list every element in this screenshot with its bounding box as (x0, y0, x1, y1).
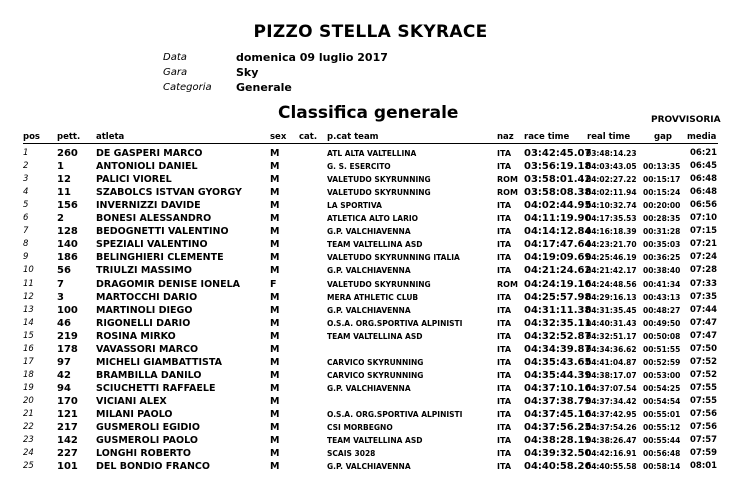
pace-cell: 07:35 (690, 291, 718, 302)
sex-cell: M (270, 226, 280, 238)
position-cell: 11 (23, 278, 34, 289)
team-cell: VALETUDO SKYRUNNING (327, 175, 431, 185)
race-time-cell: 04:34:39.87 (524, 343, 592, 355)
bib-cell: 227 (57, 448, 78, 460)
pace-cell: 07:47 (690, 330, 718, 341)
real-time-cell: 04:23:21.70 (586, 240, 637, 250)
race-time-cell: 04:25:57.98 (524, 291, 592, 303)
position-cell: 13 (23, 304, 34, 315)
bib-cell: 101 (57, 461, 78, 473)
team-cell: ATL ALTA VALTELLINA (327, 149, 417, 158)
real-time-cell: 04:41:04.87 (586, 357, 637, 367)
real-time-cell: 04:25:46.19 (586, 253, 637, 263)
nation-cell: ITA (497, 436, 512, 446)
team-cell: G.P. VALCHIAVENNA (327, 462, 411, 472)
table-row (0, 382, 741, 395)
position-cell: 24 (23, 448, 34, 459)
gap-cell: 00:49:50 (643, 318, 681, 328)
race-title: PIZZO STELLA SKYRACE (253, 22, 488, 42)
real-time-cell: 04:29:16.13 (586, 292, 637, 302)
table-row (0, 434, 741, 447)
nation-cell: ITA (497, 331, 512, 341)
athlete-cell: TRIULZI MASSIMO (96, 265, 192, 277)
pace-cell: 07:21 (690, 239, 718, 250)
header-pace: media (687, 132, 717, 142)
team-cell: G.P. VALCHIAVENNA (327, 305, 411, 315)
gap-cell: 00:13:35 (643, 162, 681, 172)
sex-cell: M (270, 435, 280, 447)
nation-cell: ROM (497, 175, 518, 185)
real-time-cell: 04:38:26.47 (586, 436, 637, 446)
position-cell: 6 (23, 213, 29, 224)
bib-cell: 178 (57, 343, 78, 355)
nation-cell: ITA (497, 462, 512, 472)
race-time-cell: 04:40:58.26 (524, 461, 592, 473)
sex-cell: M (270, 239, 280, 251)
gap-cell: 00:54:54 (643, 396, 681, 406)
race-time-cell: 04:17:47.64 (524, 239, 592, 251)
gap-cell: 00:36:25 (643, 253, 681, 263)
real-time-cell: 04:24:48.56 (586, 279, 637, 289)
table-row (0, 343, 741, 356)
nation-cell: ITA (497, 370, 512, 380)
athlete-cell: DRAGOMIR DENISE IONELA (96, 278, 240, 290)
race-time-cell: 04:24:19.16 (524, 278, 592, 290)
pace-cell: 07:59 (690, 448, 718, 459)
table-row (0, 408, 741, 421)
pace-cell: 07:28 (690, 265, 718, 276)
real-time-cell: 04:37:54.26 (586, 423, 637, 433)
sex-cell: M (270, 395, 280, 407)
athlete-cell: MILANI PAOLO (96, 409, 173, 420)
gap-cell: 00:15:17 (643, 175, 681, 185)
table-row (0, 369, 741, 382)
team-cell: TEAM VALTELLINA ASD (327, 436, 423, 446)
nation-cell: ITA (497, 253, 512, 263)
table-row (0, 291, 741, 304)
athlete-cell: LONGHI ROBERTO (96, 448, 191, 460)
real-time-cell: 04:37:42.95 (586, 410, 637, 419)
real-time-cell: 04:32:51.17 (586, 331, 637, 341)
real-time-cell: 04:10:32.74 (586, 201, 637, 211)
real-time-cell: 04:37:34.42 (586, 396, 637, 406)
team-cell: TEAM VALTELLINA ASD (327, 240, 423, 250)
team-cell: SCAIS 3028 (327, 449, 376, 459)
status-label: PROVVISORIA (651, 115, 721, 125)
sex-cell: M (270, 448, 280, 460)
gap-cell: 00:31:28 (643, 227, 681, 237)
gap-cell: 00:54:25 (643, 383, 681, 393)
info-label: Data (163, 52, 187, 63)
sex-cell: M (270, 187, 280, 199)
header-team: p.cat team (327, 132, 379, 142)
nation-cell: ITA (497, 318, 512, 328)
bib-cell: 186 (57, 252, 78, 264)
pace-cell: 06:48 (690, 187, 718, 198)
bib-cell: 12 (57, 174, 71, 186)
team-cell: TEAM VALTELLINA ASD (327, 331, 423, 341)
team-cell: CSI MORBEGNO (327, 423, 393, 433)
gap-cell: 00:35:03 (643, 240, 681, 250)
position-cell: 2 (23, 161, 29, 172)
team-cell: CARVICO SKYRUNNING (327, 357, 424, 367)
header-cat: cat. (299, 132, 318, 142)
position-cell: 18 (23, 369, 34, 380)
bib-cell: 97 (57, 356, 71, 368)
table-row (0, 395, 741, 408)
athlete-cell: ROSINA MIRKO (96, 330, 176, 342)
race-time-cell: 04:37:38.79 (524, 395, 592, 407)
position-cell: 23 (23, 435, 34, 446)
nation-cell: ITA (497, 396, 512, 406)
sex-cell: M (270, 382, 280, 394)
pace-cell: 07:24 (690, 252, 718, 263)
ranking-title: Classifica generale (278, 103, 459, 123)
race-time-cell: 04:11:19.90 (524, 213, 592, 225)
nation-cell: ITA (497, 383, 512, 393)
position-cell: 7 (23, 226, 29, 237)
real-time-cell: 04:03:43.05 (586, 162, 637, 172)
nation-cell: ITA (497, 410, 512, 419)
bib-cell: 121 (57, 409, 78, 420)
bib-cell: 156 (57, 200, 78, 212)
bib-cell: 46 (57, 317, 71, 329)
race-time-cell: 04:37:10.16 (524, 382, 592, 394)
athlete-cell: MARTOCCHI DARIO (96, 291, 198, 303)
real-time-cell: 04:37:07.54 (586, 383, 637, 393)
athlete-cell: BEDOGNETTI VALENTINO (96, 226, 229, 238)
race-info (163, 50, 388, 95)
gap-cell: 00:55:01 (643, 410, 681, 419)
team-cell: G.P. VALCHIAVENNA (327, 266, 411, 276)
position-cell: 17 (23, 356, 34, 367)
team-cell: ATLETICA ALTO LARIO (327, 214, 419, 224)
position-cell: 25 (23, 461, 34, 472)
sex-cell: M (270, 291, 280, 303)
real-time-cell: 04:17:35.53 (586, 214, 637, 224)
sex-cell: M (270, 304, 280, 316)
athlete-cell: INVERNIZZI DAVIDE (96, 200, 201, 212)
info-row-race (163, 65, 388, 80)
info-value: Generale (236, 81, 292, 94)
gap-cell: 00:41:34 (643, 279, 681, 289)
bib-cell: 56 (57, 265, 71, 277)
bib-cell: 3 (57, 291, 64, 303)
sex-cell: M (270, 422, 280, 434)
athlete-cell: MARTINOLI DIEGO (96, 304, 193, 316)
nation-cell: ITA (497, 305, 512, 315)
gap-cell: 00:56:48 (643, 449, 681, 459)
race-time-cell: 04:14:12.84 (524, 226, 592, 238)
team-cell: MERA ATHLETIC CLUB (327, 292, 419, 302)
pace-cell: 07:52 (690, 369, 718, 380)
sex-cell: M (270, 200, 280, 212)
nation-cell: ITA (497, 240, 512, 250)
sex-cell: M (270, 317, 280, 329)
position-cell: 1 (23, 148, 29, 158)
header-nation: naz (497, 132, 514, 142)
sex-cell: M (270, 409, 280, 420)
header-race-time: race time (524, 132, 570, 142)
table-row (0, 186, 741, 199)
table-row (0, 356, 741, 369)
athlete-cell: PALICI VIOREL (96, 174, 172, 186)
header-divider (23, 143, 718, 144)
table-row (0, 251, 741, 264)
race-time-cell: 04:19:09.69 (524, 252, 592, 264)
race-time-cell: 04:21:24.62 (524, 265, 592, 277)
nation-cell: ITA (497, 214, 512, 224)
race-time-cell: 04:32:52.87 (524, 330, 592, 342)
pace-cell: 07:50 (690, 343, 718, 354)
header-athlete: atleta (96, 132, 125, 142)
position-cell: 21 (23, 409, 34, 419)
pace-cell: 07:56 (690, 409, 718, 419)
nation-cell: ITA (497, 149, 512, 158)
real-time-cell: 04:42:16.91 (586, 449, 637, 459)
position-cell: 14 (23, 317, 34, 328)
race-time-cell: 03:58:01.42 (524, 174, 592, 186)
gap-cell: 00:53:00 (643, 370, 681, 380)
athlete-cell: SZABOLCS ISTVAN GYORGY (96, 187, 242, 199)
table-row (0, 278, 741, 291)
team-cell: VALETUDO SKYRUNNING ITALIA (327, 253, 460, 263)
race-time-cell: 04:39:32.50 (524, 448, 592, 460)
header-real-time: real time (587, 132, 631, 142)
race-time-cell: 04:35:44.39 (524, 369, 592, 381)
pace-cell: 07:15 (690, 226, 718, 237)
sex-cell: M (270, 369, 280, 381)
race-time-cell: 04:32:35.11 (524, 317, 592, 329)
nation-cell: ITA (497, 344, 512, 354)
nation-cell: ITA (497, 357, 512, 367)
pace-cell: 06:48 (690, 174, 718, 185)
pace-cell: 08:01 (690, 461, 718, 472)
sex-cell: M (270, 213, 280, 225)
gap-cell: 00:58:14 (643, 462, 681, 472)
sex-cell: M (270, 161, 280, 173)
team-cell: O.S.A. ORG.SPORTIVA ALPINISTI (327, 410, 463, 419)
athlete-cell: MICHELI GIAMBATTISTA (96, 356, 222, 368)
sex-cell: M (270, 343, 280, 355)
table-row (0, 317, 741, 330)
real-time-cell: 04:40:31.43 (586, 318, 637, 328)
table-row (0, 447, 741, 460)
table-row (0, 460, 741, 473)
team-cell: VALETUDO SKYRUNNING (327, 279, 431, 289)
athlete-cell: VAVASSORI MARCO (96, 343, 199, 355)
race-time-cell: 04:35:43.65 (524, 356, 592, 368)
gap-cell: 00:55:12 (643, 423, 681, 433)
pace-cell: 07:56 (690, 422, 718, 433)
gap-cell: 00:51:55 (643, 344, 681, 354)
position-cell: 12 (23, 291, 34, 302)
sex-cell: M (270, 330, 280, 342)
nation-cell: ITA (497, 449, 512, 459)
position-cell: 4 (23, 187, 29, 198)
athlete-cell: RIGONELLI DARIO (96, 317, 191, 329)
gap-cell: 00:38:40 (643, 266, 681, 276)
position-cell: 10 (23, 265, 34, 276)
nation-cell: ITA (497, 292, 512, 302)
bib-cell: 94 (57, 382, 71, 394)
gap-cell: 00:55:44 (643, 436, 681, 446)
pace-cell: 07:52 (690, 356, 718, 367)
gap-cell: 00:52:59 (643, 357, 681, 367)
position-cell: 19 (23, 382, 34, 393)
nation-cell: ITA (497, 423, 512, 433)
info-row-category (163, 80, 388, 95)
pace-cell: 07:33 (690, 278, 718, 289)
bib-cell: 140 (57, 239, 78, 251)
gap-cell: 00:48:27 (643, 305, 681, 315)
real-time-cell: 04:16:18.39 (586, 227, 637, 237)
info-row-date (163, 50, 388, 65)
table-row (0, 238, 741, 251)
position-cell: 8 (23, 239, 29, 250)
header-gap: gap (654, 132, 672, 142)
gap-cell: 00:43:13 (643, 292, 681, 302)
info-label: Gara (163, 67, 188, 78)
nation-cell: ITA (497, 266, 512, 276)
header-sex: sex (270, 132, 287, 142)
table-row (0, 147, 741, 160)
position-cell: 15 (23, 330, 34, 341)
athlete-cell: GUSMEROLI PAOLO (96, 435, 198, 447)
pace-cell: 07:10 (690, 213, 718, 224)
sex-cell: M (270, 265, 280, 277)
bib-cell: 11 (57, 187, 71, 199)
gap-cell: 00:20:00 (643, 201, 681, 211)
pace-cell: 07:57 (690, 435, 718, 446)
sex-cell: M (270, 148, 280, 159)
sex-cell: M (270, 174, 280, 186)
team-cell: O.S.A. ORG.SPORTIVA ALPINISTI (327, 318, 463, 328)
athlete-cell: SCIUCHETTI RAFFAELE (96, 382, 216, 394)
table-row (0, 225, 741, 238)
position-cell: 16 (23, 343, 34, 354)
gap-cell: 00:28:35 (643, 214, 681, 224)
bib-cell: 219 (57, 330, 78, 342)
info-label: Categoria (163, 82, 212, 93)
table-row (0, 212, 741, 225)
athlete-cell: DEL BONDIO FRANCO (96, 461, 210, 473)
info-value: Sky (236, 66, 259, 79)
table-row (0, 160, 741, 173)
header-bib: pett. (57, 132, 81, 142)
bib-cell: 128 (57, 226, 78, 238)
nation-cell: ITA (497, 201, 512, 211)
athlete-cell: GUSMEROLI EGIDIO (96, 422, 200, 434)
athlete-cell: DE GASPERI MARCO (96, 148, 203, 159)
table-row (0, 264, 741, 277)
race-time-cell: 04:02:44.95 (524, 200, 592, 212)
team-cell: G. S. ESERCITO (327, 162, 391, 172)
real-time-cell: 04:31:35.45 (586, 305, 637, 315)
bib-cell: 217 (57, 422, 78, 434)
real-time-cell: 04:38:17.07 (586, 370, 637, 380)
sex-cell: M (270, 252, 280, 264)
table-row (0, 304, 741, 317)
pace-cell: 06:21 (690, 148, 718, 158)
table-row (0, 421, 741, 434)
pace-cell: 07:44 (690, 304, 718, 315)
team-cell: VALETUDO SKYRUNNING (327, 188, 431, 198)
race-time-cell: 03:42:45.07 (524, 148, 592, 159)
athlete-cell: BRAMBILLA DANILO (96, 369, 202, 381)
bib-cell: 100 (57, 304, 78, 316)
bib-cell: 2 (57, 213, 64, 225)
real-time-cell: 04:40:55.58 (586, 462, 637, 472)
athlete-cell: BONESI ALESSANDRO (96, 213, 212, 225)
header-pos: pos (23, 132, 40, 142)
race-time-cell: 04:37:45.16 (524, 409, 592, 420)
real-time-cell: 04:02:11.94 (586, 188, 637, 198)
gap-cell: 00:50:08 (643, 331, 681, 341)
position-cell: 22 (23, 422, 34, 433)
athlete-cell: SPEZIALI VALENTINO (96, 239, 208, 251)
table-row (0, 199, 741, 212)
race-time-cell: 04:37:56.25 (524, 422, 592, 434)
nation-cell: ITA (497, 162, 512, 172)
sex-cell: M (270, 356, 280, 368)
info-value: domenica 09 luglio 2017 (236, 51, 388, 64)
race-time-cell: 04:38:28.19 (524, 435, 592, 447)
nation-cell: ROM (497, 279, 518, 289)
real-time-cell: 03:48:14.23 (586, 149, 637, 158)
table-row (0, 330, 741, 343)
athlete-cell: BELINGHIERI CLEMENTE (96, 252, 224, 264)
real-time-cell: 04:21:42.17 (586, 266, 637, 276)
bib-cell: 142 (57, 435, 78, 447)
bib-cell: 260 (57, 148, 78, 159)
bib-cell: 1 (57, 161, 64, 173)
race-time-cell: 03:56:19.18 (524, 161, 592, 173)
pace-cell: 07:55 (690, 395, 718, 406)
table-row (0, 173, 741, 186)
team-cell: CARVICO SKYRUNNING (327, 370, 424, 380)
team-cell: G.P. VALCHIAVENNA (327, 383, 411, 393)
athlete-cell: VICIANI ALEX (96, 395, 167, 407)
pace-cell: 07:47 (690, 317, 718, 328)
team-cell: LA SPORTIVA (327, 201, 382, 211)
position-cell: 9 (23, 252, 29, 263)
bib-cell: 7 (57, 278, 64, 290)
athlete-cell: ANTONIOLI DANIEL (96, 161, 198, 173)
pace-cell: 06:56 (690, 200, 718, 211)
position-cell: 5 (23, 200, 29, 211)
team-cell: G.P. VALCHIAVENNA (327, 227, 411, 237)
bib-cell: 170 (57, 395, 78, 407)
pace-cell: 07:55 (690, 382, 718, 393)
position-cell: 20 (23, 395, 34, 406)
nation-cell: ITA (497, 227, 512, 237)
pace-cell: 06:45 (690, 161, 718, 172)
real-time-cell: 04:34:36.62 (586, 344, 637, 354)
race-time-cell: 04:31:11.38 (524, 304, 592, 316)
position-cell: 3 (23, 174, 29, 185)
race-time-cell: 03:58:08.38 (524, 187, 592, 199)
nation-cell: ROM (497, 188, 518, 198)
bib-cell: 42 (57, 369, 71, 381)
sex-cell: F (270, 278, 277, 290)
real-time-cell: 04:02:27.22 (586, 175, 637, 185)
sex-cell: M (270, 461, 280, 473)
gap-cell: 00:15:24 (643, 188, 681, 198)
